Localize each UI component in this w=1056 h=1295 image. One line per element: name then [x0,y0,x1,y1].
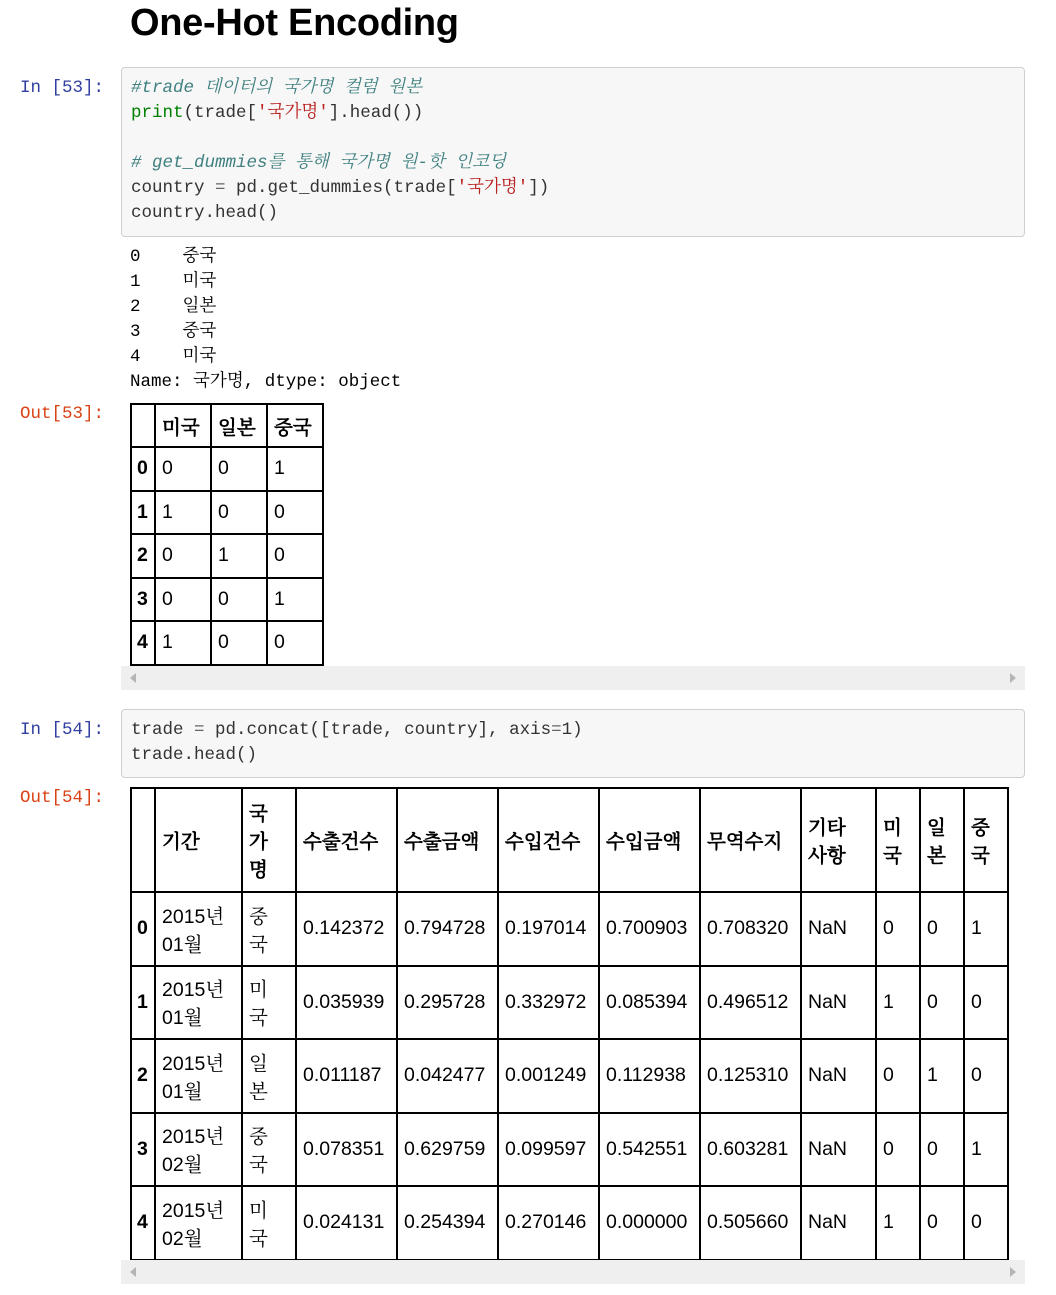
column-header: 일본 [211,404,267,447]
table-cell: 0 [964,1039,1008,1113]
input-prompt-54: In [54]: [19,720,104,740]
table-row [131,534,323,578]
table-cell: 0 [267,621,323,665]
table-cell: 0.505660 [700,1186,801,1260]
code-cell-53[interactable] [121,67,1025,237]
code-token: trade [131,720,195,740]
table-cell: 0.629759 [397,1113,498,1187]
code-token: country.head() [131,203,279,223]
table-cell: 0.142372 [296,892,397,966]
table-cell: 1 [155,491,211,535]
scroll-right-arrow-icon[interactable] [1010,1267,1016,1277]
table-cell: 중 국 [242,892,296,966]
table-cell: 중 국 [242,1113,296,1187]
table-cell: 0 [267,491,323,535]
table-cell: 0.496512 [700,966,801,1040]
table-cell: 2015년 01월 [155,966,242,1040]
row-index: 2 [131,1039,155,1113]
table-cell: 1 [920,1039,964,1113]
row-index: 2 [131,534,155,578]
output-prompt-54: Out[54]: [19,788,104,808]
stdout-line: 2 일본 [130,297,217,317]
index-header [131,788,155,892]
table-cell: 0.794728 [397,892,498,966]
table-cell: 1 [155,621,211,665]
row-index: 3 [131,1113,155,1187]
table-cell: 0.295728 [397,966,498,1040]
table-row [131,491,323,535]
table-cell: 일 본 [242,1039,296,1113]
table-cell: 0.042477 [397,1039,498,1113]
table-row [131,1039,1008,1113]
table-cell: NaN [801,1186,876,1260]
code-token: pd.get_dummies(trade[ [225,178,457,198]
stdout-line: 1 미국 [130,272,217,292]
index-header [131,404,155,447]
table-cell: 0 [211,578,267,622]
table-cell: NaN [801,892,876,966]
horizontal-scrollbar-53[interactable] [121,666,1025,690]
code-line [131,101,1015,126]
row-index: 0 [131,892,155,966]
table-cell: NaN [801,1113,876,1187]
table-cell: 0 [211,621,267,665]
table-cell: 0 [155,534,211,578]
table-cell: 1 [876,1186,920,1260]
table-row [131,1113,1008,1187]
code-cell-54[interactable] [121,709,1025,778]
column-header: 기간 [155,788,242,892]
row-index: 4 [131,621,155,665]
column-header: 수입건수 [498,788,599,892]
table-cell: 0.125310 [700,1039,801,1113]
table-cell: 0.011187 [296,1039,397,1113]
table-cell: 0 [920,892,964,966]
column-header: 중국 [267,404,323,447]
table-cell: 2015년 02월 [155,1186,242,1260]
table-cell: 2015년 01월 [155,892,242,966]
column-header: 수입금액 [599,788,700,892]
table-cell: 0.099597 [498,1113,599,1187]
table-cell: 2015년 02월 [155,1113,242,1187]
column-header: 기타 사항 [801,788,876,892]
code-token: trade.head() [131,745,258,765]
table-cell: 0.001249 [498,1039,599,1113]
dataframe-trade [130,787,1009,1261]
row-index: 3 [131,578,155,622]
output-prompt-53: Out[53]: [19,404,104,424]
code-token: country [131,178,216,198]
code-line [131,201,1015,226]
table-cell: NaN [801,1039,876,1113]
table-row [131,1186,1008,1260]
table-cell: NaN [801,966,876,1040]
scroll-left-arrow-icon[interactable] [130,1267,136,1277]
column-header: 일 본 [920,788,964,892]
table-cell: 미 국 [242,966,296,1040]
code-line [131,743,1015,768]
table-cell: 0 [155,447,211,491]
table-cell: 0.000000 [599,1186,700,1260]
column-header: 수출건수 [296,788,397,892]
row-index: 1 [131,491,155,535]
column-header: 중 국 [964,788,1008,892]
column-header: 미국 [155,404,211,447]
table-cell: 0.112938 [599,1039,700,1113]
code-token: (trade[ [183,103,258,123]
table-cell: 0 [876,1039,920,1113]
table-cell: 1 [964,1113,1008,1187]
code-token: ]) [528,178,550,198]
code-token: '국가명' [456,178,529,198]
table-cell: 0.197014 [498,892,599,966]
code-line [131,151,1015,176]
table-cell: 0.085394 [599,966,700,1040]
table-row [131,892,1008,966]
table-cell: 1 [267,578,323,622]
table-row [131,966,1008,1040]
table-cell: 0 [964,1186,1008,1260]
code-token: = [194,720,205,740]
code-line [131,76,1015,101]
table-cell: 0.024131 [296,1186,397,1260]
row-index: 0 [131,447,155,491]
code-line [131,176,1015,201]
scroll-left-arrow-icon[interactable] [130,673,136,683]
table-cell: 0.332972 [498,966,599,1040]
table-cell: 0 [920,1186,964,1260]
table-cell: 0.700903 [599,892,700,966]
horizontal-scrollbar-54[interactable] [121,1260,1025,1284]
table-cell: 0.254394 [397,1186,498,1260]
table-cell: 0 [267,534,323,578]
table-cell: 1 [211,534,267,578]
code-token: '국가명' [257,103,329,123]
table-cell: 0 [211,491,267,535]
code-token: #trade 데이터의 국가명 컬럼 원본 [131,78,422,98]
code-token: # get_dummies를 통해 국가명 원-핫 인코딩 [131,153,506,173]
code-token: = [551,720,562,740]
code-token: print [131,103,184,123]
table-cell: 0 [920,1113,964,1187]
code-token: 1) [561,720,583,740]
section-heading: One-Hot Encoding [130,2,459,44]
table-cell: 2015년 01월 [155,1039,242,1113]
stdout-line: 3 중국 [130,322,217,342]
input-prompt-53: In [53]: [19,78,104,98]
stdout-line: Name: 국가명, dtype: object [130,372,402,392]
scroll-right-arrow-icon[interactable] [1010,673,1016,683]
table-cell: 0 [155,578,211,622]
table-cell: 0 [920,966,964,1040]
code-token: = [215,178,226,198]
column-header: 수출금액 [397,788,498,892]
stdout-output-53 [130,245,401,395]
table-cell: 1 [964,892,1008,966]
column-header: 무역수지 [700,788,801,892]
table-cell: 미 국 [242,1186,296,1260]
table-cell: 0 [876,1113,920,1187]
row-index: 1 [131,966,155,1040]
dataframe-country [130,403,324,666]
code-line [131,126,1015,151]
code-token: ].head()) [328,103,424,123]
table-cell: 0 [964,966,1008,1040]
stdout-line: 0 중국 [130,247,217,267]
table-cell: 0 [876,892,920,966]
table-cell: 0.603281 [700,1113,801,1187]
table-cell: 0.270146 [498,1186,599,1260]
table-row [131,447,323,491]
table-cell: 0.708320 [700,892,801,966]
table-cell: 0.035939 [296,966,397,1040]
table-cell: 1 [876,966,920,1040]
code-line [131,718,1015,743]
table-cell: 0 [211,447,267,491]
stdout-line: 4 미국 [130,347,217,367]
table-cell: 1 [267,447,323,491]
table-cell: 0.542551 [599,1113,700,1187]
row-index: 4 [131,1186,155,1260]
table-row [131,578,323,622]
column-header: 국 가 명 [242,788,296,892]
table-row [131,621,323,665]
code-token: pd.concat([trade, country], axis [204,720,552,740]
column-header: 미 국 [876,788,920,892]
table-cell: 0.078351 [296,1113,397,1187]
